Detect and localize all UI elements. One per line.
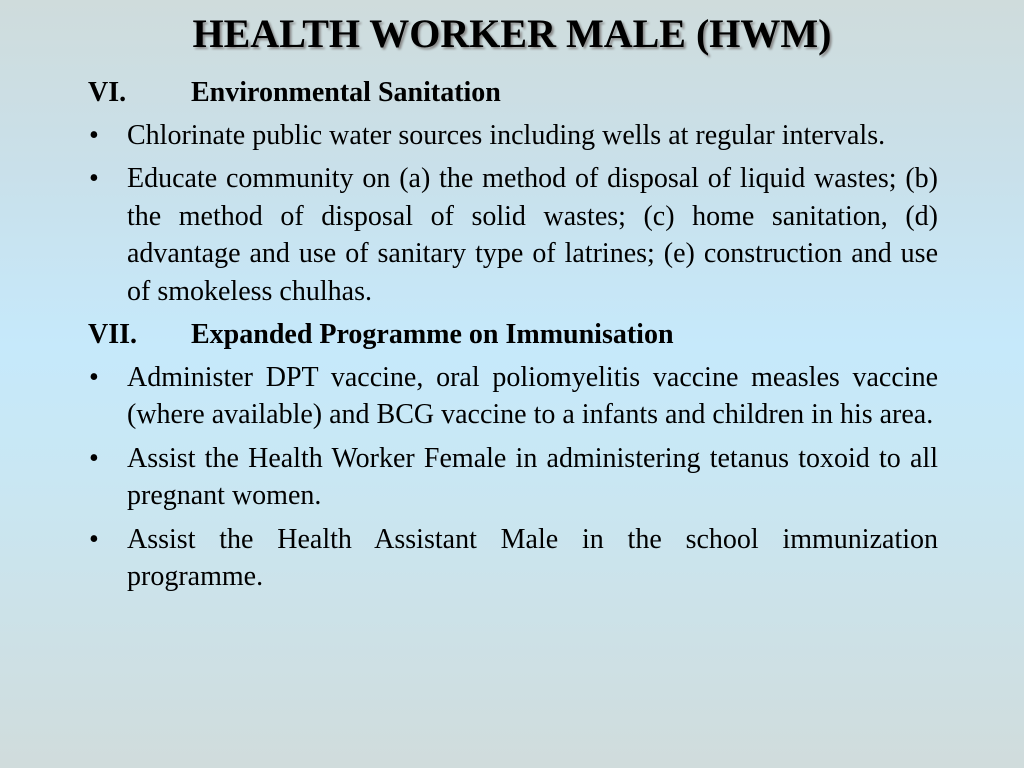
bullet-text: Assist the Health Assistant Male in the school immunization programme. [127, 523, 938, 592]
bullet-text: Chlorinate public water sources including wells at regular intervals. [127, 119, 886, 151]
bullet-item [88, 440, 938, 515]
section-heading-vi [88, 74, 938, 112]
bullet-icon: • [89, 119, 99, 151]
section-title: Expanded Programme on Immunisation [191, 319, 674, 350]
section-number: VII. [88, 319, 138, 350]
bullet-icon: • [89, 163, 99, 194]
slide-title: HEALTH WORKER MALE (HWM) [192, 11, 832, 56]
section-number: VI. [88, 77, 127, 108]
bullet-item [88, 359, 938, 434]
bullet-text: Educate community on (a) the method of disposal of liquid wastes; (b) the method of disposal of solid wastes; (c) home sanitation, (d) advantage and use of sanitary type of latrines; (e) construction and use of smokeless chulhas. [127, 163, 938, 307]
section-heading-vii [88, 316, 938, 354]
bullet-icon: • [89, 523, 99, 555]
bullet-icon: • [89, 361, 99, 393]
bullet-text: Administer DPT vaccine, oral poliomyelitis vaccine measles vaccine (where available) and BCG vaccine to a infants and children in his area. [127, 361, 938, 430]
section-title: Environmental Sanitation [191, 77, 501, 108]
bullet-item [88, 160, 938, 310]
bullet-item [88, 521, 938, 596]
bullet-icon: • [89, 442, 99, 474]
bullet-text: Assist the Health Worker Female in administering tetanus toxoid to all pregnant women. [127, 442, 938, 511]
bullet-item [88, 117, 938, 155]
slide-content [88, 74, 938, 602]
